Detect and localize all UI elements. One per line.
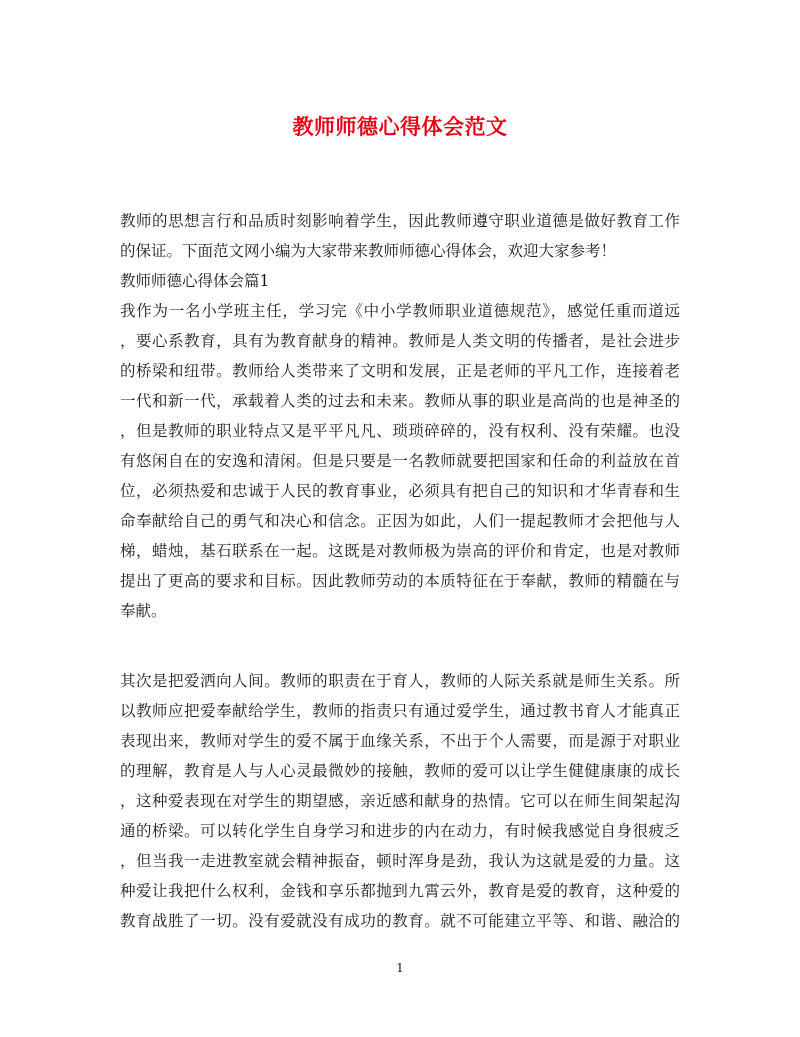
text-line: 我作为一名小学班主任，学习完《中小学教师职业道德规范》，感觉任重而道远 — [120, 302, 680, 320]
text-line: 种爱让我把什么权利，金钱和享乐都抛到九霄云外，教育是爱的教育，这种爱的 — [120, 882, 680, 900]
text-line: 一代和新一代，承载着人类的过去和未来。教师从事的职业是高尚的也是神圣的 — [120, 392, 680, 410]
text-line: 提出了更高的要求和目标。因此教师劳动的本质特征在于奉献，教师的精髓在与 — [120, 572, 680, 590]
text-line: 奉献。 — [120, 602, 167, 620]
text-line: 的理解，教育是人与人心灵最微妙的接触，教师的爱可以让学生健健康康的成长 — [120, 762, 680, 780]
text-line: 位，必须热爱和忠诚于人民的教育事业，必须具有把自己的知识和才华青春和生 — [120, 482, 680, 500]
text-line: ，这种爱表现在对学生的期望感，亲近感和献身的热情。它可以在师生间架起沟 — [120, 792, 680, 810]
text-line: 的保证。下面范文网小编为大家带来教师师德心得体会，欢迎大家参考！ — [120, 242, 617, 260]
text-line: ，要心系教育，具有为教育献身的精神。教师是人类文明的传播者，是社会进步 — [120, 332, 680, 350]
text-line: 的桥梁和纽带。教师给人类带来了文明和发展，正是老师的平凡工作，连接着老 — [120, 362, 680, 380]
text-line: 教师的思想言行和品质时刻影响着学生，因此教师遵守职业道德是做好教育工作 — [120, 212, 680, 230]
page-number: 1 — [396, 961, 404, 975]
text-line: 其次是把爱洒向人间。教师的职责在于育人，教师的人际关系就是师生关系。所 — [120, 672, 680, 690]
paragraph-section-1 — [120, 296, 680, 626]
text-line: ，但是教师的职业特点又是平平凡凡、琐琐碎碎的，没有权利、没有荣耀。也没 — [120, 422, 680, 440]
paragraph-intro — [120, 206, 680, 296]
text-line: ，但当我一走进教室就会精神振奋，顿时浑身是劲，我认为这就是爱的力量。这 — [120, 852, 680, 870]
paragraph-love — [120, 666, 680, 936]
text-line: 梯，蜡烛，基石联系在一起。这既是对教师极为崇高的评价和肯定，也是对教师 — [120, 542, 680, 560]
text-line: 表现出来，教师对学生的爱不属于血缘关系，不出于个人需要，而是源于对职业 — [120, 732, 680, 750]
document-title: 教师师德心得体会范文 — [292, 114, 508, 139]
text-line: 以教师应把爱奉献给学生，教师的指责只有通过爱学生，通过教书育人才能真正 — [120, 702, 680, 720]
text-line: 教育战胜了一切。没有爱就没有成功的教育。就不可能建立平等、和谐、融洽的 — [120, 912, 680, 930]
text-line: 有悠闲自在的安逸和清闲。但是只要是一名教师就要把国家和任命的利益放在首 — [120, 452, 680, 470]
section-heading: 教师师德心得体会篇1 — [120, 272, 270, 290]
text-line: 通的桥梁。可以转化学生自身学习和进步的内在动力，有时候我感觉自身很疲乏 — [120, 822, 680, 840]
text-line: 命奉献给自己的勇气和决心和信念。正因为如此，人们一提起教师才会把他与人 — [120, 512, 680, 530]
